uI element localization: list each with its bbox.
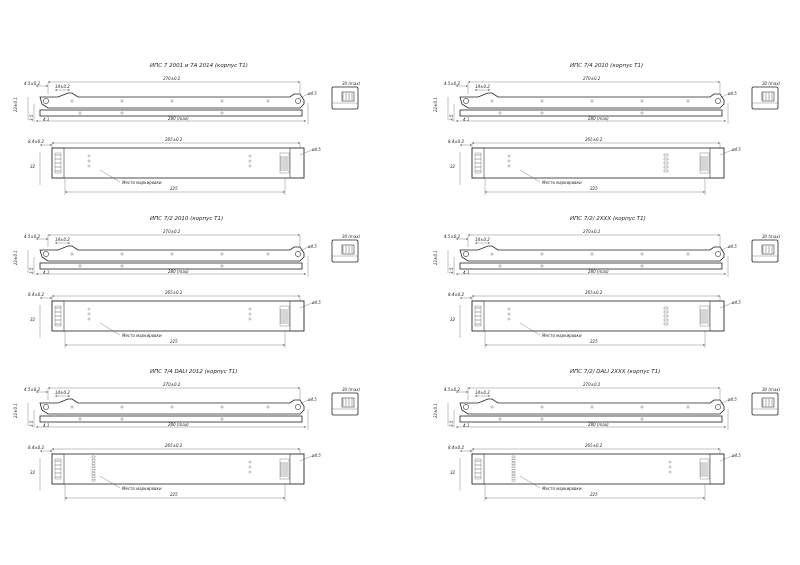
dimension-label: ø4.5 xyxy=(312,147,321,152)
dimension-label: 265±0.2 xyxy=(585,443,603,448)
dimension-arrow xyxy=(472,142,474,144)
dimension-label: 270±0.2 xyxy=(163,229,181,234)
dimension-arrow xyxy=(466,238,468,240)
marking-area-note: Место маркировки xyxy=(122,180,162,185)
dimension-arrow xyxy=(468,81,470,83)
dimension-label: 280 (max) xyxy=(168,116,189,121)
dimension-label: ø4.5 xyxy=(728,244,737,249)
dimension-label: 14±0.2 xyxy=(475,237,490,242)
dimension-label: 8.4±0.2 xyxy=(448,139,465,144)
dimension-label: 3.5 xyxy=(29,114,34,121)
dimension-arrow xyxy=(40,297,42,299)
dimension-label: 32 xyxy=(450,164,456,169)
dimension-label: 4.1 xyxy=(463,423,470,428)
dimension-arrow xyxy=(298,234,300,236)
dimension-label: 14±0.2 xyxy=(475,390,490,395)
dimension-label: 30 (max) xyxy=(342,81,361,86)
dimension-label: 4.5±0.2 xyxy=(24,234,41,239)
dimension-arrow xyxy=(485,191,487,193)
dimension-label: 4.1 xyxy=(463,270,470,275)
dimension-label: 8.4±0.2 xyxy=(448,445,465,450)
dimension-label: 225 xyxy=(590,492,598,497)
dimension-label: 30 (max) xyxy=(762,234,781,239)
dimension-arrow xyxy=(48,234,50,236)
marking-area-note: Место маркировки xyxy=(542,486,582,491)
dimension-arrow xyxy=(460,144,462,146)
dimension-label: ø4.5 xyxy=(308,91,317,96)
dimension-label: 225 xyxy=(590,186,598,191)
dimension-arrow xyxy=(472,448,474,450)
dimension-arrow xyxy=(466,85,468,87)
dimension-label: 4.5±0.2 xyxy=(24,81,41,86)
dimension-arrow xyxy=(298,295,300,297)
housing-plan-view xyxy=(472,454,724,484)
dimension-arrow xyxy=(718,295,720,297)
dimension-label: 280 (max) xyxy=(168,422,189,427)
dimension-arrow xyxy=(304,120,306,122)
dimension-label: 3.5 xyxy=(449,420,454,427)
dimension-arrow xyxy=(460,297,462,299)
dimension-arrow xyxy=(456,426,458,428)
dimension-label: 4.5±0.2 xyxy=(444,234,461,239)
marking-area-note: Место маркировки xyxy=(542,333,582,338)
dimension-arrow xyxy=(48,387,50,389)
dimension-label: 270±0.2 xyxy=(583,229,601,234)
dimension-arrow xyxy=(485,344,487,346)
dimension-label: 8.4±0.2 xyxy=(28,139,45,144)
dimension-arrow xyxy=(55,395,57,397)
dimension-label: ø4.5 xyxy=(312,453,321,458)
dimension-label: ø4.5 xyxy=(312,300,321,305)
marking-area-note: Место маркировки xyxy=(122,486,162,491)
drawing-title: ИПС 7/4 2010 (корпус T1) xyxy=(570,63,644,69)
dimension-arrow xyxy=(40,450,42,452)
dimension-label: 265±0.2 xyxy=(165,443,183,448)
dimension-label: 30 (max) xyxy=(342,387,361,392)
dimension-arrow xyxy=(456,273,458,275)
dimension-label: 14±0.2 xyxy=(55,237,70,242)
drawing-title: ИПС 7/4 DALI 2012 (корпус T1) xyxy=(150,369,238,375)
drawing-title: ИПС 7/2 2010 (корпус T1) xyxy=(150,216,224,222)
drawing-title: ИПС 7/2/ 2XXX (корпус T1) xyxy=(570,216,646,222)
dimension-arrow xyxy=(50,144,52,146)
drawing-panel xyxy=(13,369,361,501)
dimension-label: 270±0.2 xyxy=(583,382,601,387)
dimension-arrow xyxy=(298,81,300,83)
dimension-label: 270±0.2 xyxy=(583,76,601,81)
dimension-label: 22±0.1 xyxy=(433,97,438,112)
dimension-arrow xyxy=(298,448,300,450)
dimension-arrow xyxy=(466,391,468,393)
dimension-arrow xyxy=(468,234,470,236)
dimension-label: ø4.5 xyxy=(308,244,317,249)
marking-area-note: Место маркировки xyxy=(122,333,162,338)
dimension-arrow xyxy=(48,81,50,83)
dimension-arrow xyxy=(46,391,48,393)
dimension-arrow xyxy=(475,395,477,397)
dimension-arrow xyxy=(283,191,285,193)
dimension-label: ø4.5 xyxy=(732,300,741,305)
dimension-arrow xyxy=(52,142,54,144)
housing-plan-view xyxy=(52,454,304,484)
dimension-label: 32 xyxy=(450,470,456,475)
dimension-arrow xyxy=(46,238,48,240)
housing-plan-view xyxy=(52,148,304,178)
dimension-arrow xyxy=(488,89,490,91)
dimension-label: 4.1 xyxy=(43,270,50,275)
dimension-arrow xyxy=(68,242,70,244)
dimension-arrow xyxy=(36,273,38,275)
dimension-label: 3.5 xyxy=(29,267,34,274)
drawing-panel xyxy=(433,216,781,348)
housing-plan-view xyxy=(472,301,724,331)
drawing-panel xyxy=(13,63,361,195)
dimension-arrow xyxy=(703,497,705,499)
housing-plan-view xyxy=(52,301,304,331)
dimension-arrow xyxy=(456,120,458,122)
dimension-arrow xyxy=(485,497,487,499)
dimension-arrow xyxy=(40,144,42,146)
dimension-label: 14±0.2 xyxy=(55,84,70,89)
dimension-arrow xyxy=(52,295,54,297)
dimension-arrow xyxy=(55,242,57,244)
dimension-label: 22±0.1 xyxy=(433,250,438,265)
dimension-arrow xyxy=(55,89,57,91)
dimension-label: 30 (max) xyxy=(762,387,781,392)
dimension-label: 8.4±0.2 xyxy=(448,292,465,297)
dimension-arrow xyxy=(718,81,720,83)
drawing-title: ИПС 7/2/ DALI 2XXX (корпус T1) xyxy=(570,369,661,375)
dimension-arrow xyxy=(475,242,477,244)
dimension-label: 280 (max) xyxy=(588,269,609,274)
dimension-arrow xyxy=(46,85,48,87)
dimension-arrow xyxy=(724,120,726,122)
dimension-arrow xyxy=(36,120,38,122)
dimension-arrow xyxy=(718,448,720,450)
dimension-label: 265±0.2 xyxy=(585,137,603,142)
dimension-label: 280 (max) xyxy=(588,422,609,427)
dimension-label: 14±0.2 xyxy=(475,84,490,89)
dimension-label: 280 (max) xyxy=(168,269,189,274)
dimension-arrow xyxy=(36,426,38,428)
dimension-arrow xyxy=(68,395,70,397)
dimension-arrow xyxy=(470,450,472,452)
dimension-arrow xyxy=(298,142,300,144)
dimension-arrow xyxy=(475,89,477,91)
dimension-label: 270±0.2 xyxy=(163,76,181,81)
dimension-arrow xyxy=(488,395,490,397)
dimension-label: 4.5±0.2 xyxy=(24,387,41,392)
dimension-arrow xyxy=(703,191,705,193)
housing-plan-view xyxy=(472,148,724,178)
dimension-label: 3.5 xyxy=(29,420,34,427)
dimension-arrow xyxy=(470,144,472,146)
dimension-arrow xyxy=(460,450,462,452)
dimension-label: 225 xyxy=(590,339,598,344)
dimension-arrow xyxy=(65,191,67,193)
dimension-label: 3.5 xyxy=(449,267,454,274)
dimension-label: 22±0.1 xyxy=(13,97,18,112)
dimension-arrow xyxy=(718,234,720,236)
dimension-arrow xyxy=(724,426,726,428)
dimension-arrow xyxy=(65,344,67,346)
dimension-arrow xyxy=(488,242,490,244)
dimension-arrow xyxy=(304,426,306,428)
dimension-label: 30 (max) xyxy=(342,234,361,239)
drawing-panel xyxy=(433,369,781,501)
dimension-label: 280 (max) xyxy=(588,116,609,121)
dimension-arrow xyxy=(50,450,52,452)
dimension-label: 22±0.1 xyxy=(433,403,438,418)
dimension-arrow xyxy=(298,387,300,389)
dimension-label: ø4.5 xyxy=(728,397,737,402)
dimension-label: ø4.5 xyxy=(728,91,737,96)
dimension-label: 8.4±0.2 xyxy=(28,445,45,450)
dimension-label: 270±0.2 xyxy=(163,382,181,387)
dimension-label: 225 xyxy=(170,492,178,497)
dimension-label: 4.1 xyxy=(43,117,50,122)
dimension-label: 4.5±0.2 xyxy=(444,81,461,86)
dimension-label: 32 xyxy=(30,470,36,475)
dimension-label: 22±0.1 xyxy=(13,250,18,265)
dimension-label: ø4.5 xyxy=(732,147,741,152)
dimension-arrow xyxy=(718,387,720,389)
dimension-label: 32 xyxy=(450,317,456,322)
dimension-arrow xyxy=(283,344,285,346)
drawing-panel xyxy=(433,63,781,195)
dimension-arrow xyxy=(50,297,52,299)
dimension-label: 265±0.2 xyxy=(585,290,603,295)
dimension-label: 4.1 xyxy=(463,117,470,122)
dimension-label: 32 xyxy=(30,164,36,169)
dimension-arrow xyxy=(703,344,705,346)
dimension-arrow xyxy=(68,89,70,91)
dimension-arrow xyxy=(470,297,472,299)
drawing-title: ИПС 7 2001 и 7А 2014 (корпус T1) xyxy=(150,63,248,69)
dimension-label: 265±0.2 xyxy=(165,137,183,142)
dimension-arrow xyxy=(283,497,285,499)
dimension-label: 225 xyxy=(170,186,178,191)
dimension-label: 4.5±0.2 xyxy=(444,387,461,392)
dimension-label: 265±0.2 xyxy=(165,290,183,295)
dimension-arrow xyxy=(472,295,474,297)
drawing-panel xyxy=(13,216,361,348)
marking-area-note: Место маркировки xyxy=(542,180,582,185)
dimension-label: 4.1 xyxy=(43,423,50,428)
dimension-arrow xyxy=(468,387,470,389)
dimension-label: 14±0.2 xyxy=(55,390,70,395)
dimension-label: 22±0.1 xyxy=(13,403,18,418)
dimension-label: 3.5 xyxy=(449,114,454,121)
dimension-arrow xyxy=(52,448,54,450)
dimension-arrow xyxy=(304,273,306,275)
dimension-label: ø4.5 xyxy=(732,453,741,458)
dimension-arrow xyxy=(65,497,67,499)
dimension-label: 225 xyxy=(170,339,178,344)
dimension-label: 30 (max) xyxy=(762,81,781,86)
dimension-arrow xyxy=(724,273,726,275)
dimension-arrow xyxy=(718,142,720,144)
dimension-label: 8.4±0.2 xyxy=(28,292,45,297)
dimension-label: 32 xyxy=(30,317,36,322)
dimension-label: ø4.5 xyxy=(308,397,317,402)
